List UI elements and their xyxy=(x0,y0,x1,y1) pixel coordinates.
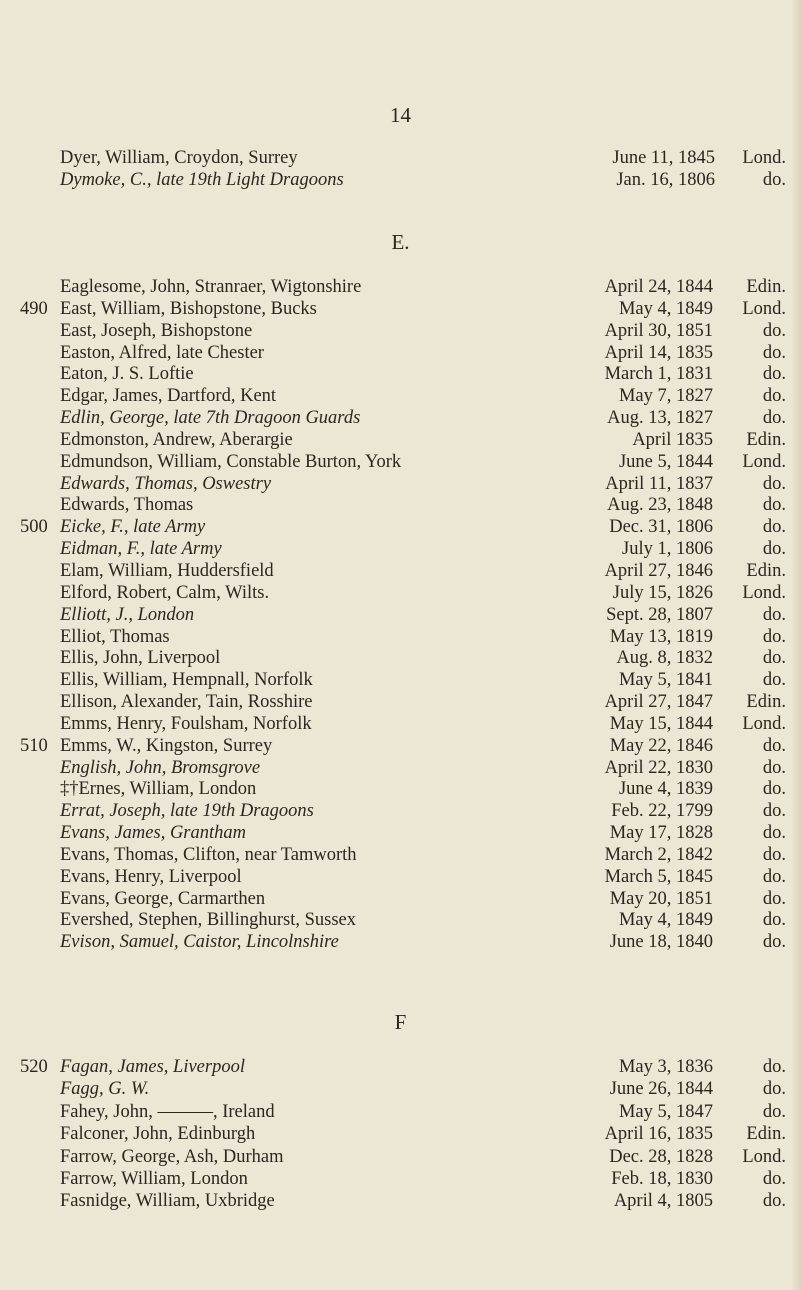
entry-place: Edin. xyxy=(746,1124,786,1145)
entry-place: do. xyxy=(762,801,786,822)
entry-place: do. xyxy=(762,320,786,341)
entry-name: Fahey, John, ———, Ireland xyxy=(60,1101,275,1122)
entry-name: Edgar, James, Dartford, Kent xyxy=(60,386,277,407)
entry-date: April 1835 xyxy=(632,429,713,450)
entry-date: Jan. 16, 1806 xyxy=(616,169,715,190)
entry-place: Edin. xyxy=(746,429,786,450)
entry-row xyxy=(0,452,801,474)
entry-name: Dyer, William, Croydon, Surrey xyxy=(60,148,298,168)
entry-row xyxy=(0,801,801,823)
entry-row xyxy=(0,627,801,649)
entry-date: Aug. 13, 1827 xyxy=(607,408,713,429)
entry-place: do. xyxy=(762,1079,786,1100)
entry-date: March 1, 1831 xyxy=(604,364,713,385)
entry-row xyxy=(0,495,801,517)
entry-row xyxy=(0,670,801,692)
entry-row xyxy=(0,299,801,321)
entry-place: do. xyxy=(762,342,786,363)
entry-date: Feb. 22, 1799 xyxy=(611,801,713,822)
entry-place: do. xyxy=(762,844,786,865)
entry-name: East, William, Bishopstone, Bucks xyxy=(60,298,317,319)
entry-name: ‡†Ernes, William, London xyxy=(60,779,257,800)
entry-row xyxy=(0,758,801,780)
entry-row xyxy=(0,845,801,867)
entry-place: do. xyxy=(762,866,786,887)
section-heading-e: E. xyxy=(391,230,410,254)
entry-name: Emms, W., Kingston, Surrey xyxy=(60,735,273,756)
entry-name: Edwards, Thomas xyxy=(60,495,194,516)
entry-date: April 22, 1830 xyxy=(604,757,713,778)
entry-place: do. xyxy=(762,823,786,844)
entry-name: Ellison, Alexander, Tain, Rosshire xyxy=(60,692,313,713)
entry-place: do. xyxy=(762,670,786,691)
entry-name: Edwards, Thomas, Oswestry xyxy=(60,473,272,494)
entry-name: Fagg, G. W. xyxy=(60,1079,150,1100)
entry-place: Edin. xyxy=(746,277,786,297)
entry-place: do. xyxy=(762,932,786,953)
entry-name: Eicke, F., late Army xyxy=(60,517,206,538)
entry-date: April 16, 1835 xyxy=(604,1124,713,1145)
entry-date: April 27, 1846 xyxy=(604,560,713,581)
entry-date: April 24, 1844 xyxy=(604,277,713,297)
entry-date: Aug. 23, 1848 xyxy=(607,495,713,516)
entry-place: do. xyxy=(762,1101,786,1122)
entry-place: Lond. xyxy=(742,713,786,734)
top-entries xyxy=(0,148,801,192)
entry-place: do. xyxy=(762,735,786,756)
entry-row xyxy=(0,605,801,627)
entry-date: July 15, 1826 xyxy=(612,582,713,603)
entry-date: May 4, 1849 xyxy=(618,298,713,319)
entry-date: April 30, 1851 xyxy=(604,320,713,341)
entry-row xyxy=(0,1101,801,1123)
entry-name: Evison, Samuel, Caistor, Lincolnshire xyxy=(60,932,339,953)
entry-name: Easton, Alfred, late Chester xyxy=(60,342,264,363)
entry-date: May 5, 1847 xyxy=(618,1101,713,1122)
entry-place: do. xyxy=(762,169,786,190)
entry-name: Edmonston, Andrew, Aberargie xyxy=(60,429,293,450)
entry-date: May 15, 1844 xyxy=(609,713,713,734)
entry-row xyxy=(0,1168,801,1190)
entry-row xyxy=(0,321,801,343)
page-edge xyxy=(791,0,801,1290)
entry-name: Evans, George, Carmarthen xyxy=(60,888,266,909)
entry-row xyxy=(0,867,801,889)
entry-name: Evans, Henry, Liverpool xyxy=(60,866,242,887)
entry-place: do. xyxy=(762,1168,786,1189)
entry-place: do. xyxy=(762,757,786,778)
entry-row xyxy=(0,779,801,801)
entry-name: Eidman, F., late Army xyxy=(60,539,222,560)
entry-place: do. xyxy=(762,779,786,800)
entry-date: May 3, 1836 xyxy=(618,1057,713,1077)
entry-place: Lond. xyxy=(742,451,786,472)
entry-name: Evans, Thomas, Clifton, near Tamworth xyxy=(60,844,357,865)
entry-row xyxy=(0,1056,801,1078)
entry-place: do. xyxy=(762,539,786,560)
entry-name: Edmundson, William, Constable Burton, York xyxy=(60,451,402,472)
entry-row xyxy=(0,932,801,954)
entry-date: Sept. 28, 1807 xyxy=(606,604,713,625)
entry-row xyxy=(0,561,801,583)
entry-date: May 4, 1849 xyxy=(618,910,713,931)
entry-name: Evans, James, Grantham xyxy=(60,823,247,844)
entry-row xyxy=(0,889,801,911)
entry-number: 510 xyxy=(20,735,48,756)
entry-row xyxy=(0,823,801,845)
entry-number: 520 xyxy=(20,1057,48,1077)
section-heading-f: F xyxy=(394,1010,407,1034)
entry-name: Farrow, William, London xyxy=(60,1168,248,1189)
entry-name: Evershed, Stephen, Billinghurst, Sussex xyxy=(60,910,356,931)
entry-row xyxy=(0,277,801,299)
entry-place: do. xyxy=(762,517,786,538)
entry-place: do. xyxy=(762,1057,786,1077)
entry-place: do. xyxy=(762,888,786,909)
entry-place: do. xyxy=(762,408,786,429)
entry-place: Lond. xyxy=(742,582,786,603)
entry-name: Falconer, John, Edinburgh xyxy=(60,1124,256,1145)
entry-row xyxy=(0,736,801,758)
entry-date: May 5, 1841 xyxy=(618,670,713,691)
entry-name: Dymoke, C., late 19th Light Dragoons xyxy=(60,169,344,190)
entry-name: Ellis, John, Liverpool xyxy=(60,648,221,669)
entry-place: Lond. xyxy=(742,1146,786,1167)
entry-name: Elford, Robert, Calm, Wilts. xyxy=(60,582,270,603)
entry-place: do. xyxy=(762,473,786,494)
entry-row xyxy=(0,474,801,496)
entry-row xyxy=(0,910,801,932)
entry-date: April 11, 1837 xyxy=(605,473,713,494)
entry-row xyxy=(0,386,801,408)
entry-date: June 26, 1844 xyxy=(609,1079,713,1100)
entry-date: April 14, 1835 xyxy=(604,342,713,363)
entry-date: June 4, 1839 xyxy=(618,779,713,800)
entry-date: May 22, 1846 xyxy=(609,735,713,756)
entry-place: do. xyxy=(762,495,786,516)
entry-row xyxy=(0,1190,801,1212)
entry-row xyxy=(0,1123,801,1145)
entry-date: May 17, 1828 xyxy=(609,823,713,844)
entry-place: Edin. xyxy=(746,692,786,713)
entry-date: May 13, 1819 xyxy=(609,626,713,647)
entry-number: 500 xyxy=(20,517,48,538)
entry-place: do. xyxy=(762,1191,786,1212)
entry-date: June 18, 1840 xyxy=(609,932,713,953)
entry-name: Errat, Joseph, late 19th Dragoons xyxy=(60,801,314,822)
entry-name: Ellis, William, Hempnall, Norfolk xyxy=(60,670,313,691)
entry-place: do. xyxy=(762,910,786,931)
entry-number: 490 xyxy=(20,298,48,319)
entry-row xyxy=(0,364,801,386)
entry-place: do. xyxy=(762,604,786,625)
entry-place: Lond. xyxy=(742,148,786,168)
entry-place: Edin. xyxy=(746,560,786,581)
entry-row xyxy=(0,408,801,430)
entry-row xyxy=(0,714,801,736)
entry-row xyxy=(0,517,801,539)
entry-name: Fasnidge, William, Uxbridge xyxy=(60,1191,275,1212)
entry-place: do. xyxy=(762,386,786,407)
entry-name: Emms, Henry, Foulsham, Norfolk xyxy=(60,713,312,734)
entry-name: Elam, William, Huddersfield xyxy=(60,560,274,581)
entry-row xyxy=(0,1146,801,1168)
entry-name: Farrow, George, Ash, Durham xyxy=(60,1146,284,1167)
entry-date: June 11, 1845 xyxy=(612,148,715,168)
entry-date: March 5, 1845 xyxy=(604,866,713,887)
section-e-entries xyxy=(0,277,801,954)
entry-date: Dec. 31, 1806 xyxy=(609,517,713,538)
entry-date: July 1, 1806 xyxy=(622,539,713,560)
entry-date: June 5, 1844 xyxy=(618,451,713,472)
entry-row xyxy=(0,648,801,670)
entry-row xyxy=(0,170,801,192)
entry-place: do. xyxy=(762,648,786,669)
entry-date: April 4, 1805 xyxy=(613,1191,713,1212)
entry-date: April 27, 1847 xyxy=(604,692,713,713)
entry-name: Edlin, George, late 7th Dragoon Guards xyxy=(60,408,361,429)
entry-name: Eaton, J. S. Loftie xyxy=(60,364,194,385)
entry-name: Eaglesome, John, Stranraer, Wigtonshire xyxy=(60,277,362,297)
entry-row xyxy=(0,1078,801,1100)
page-number: 14 xyxy=(390,103,411,127)
entry-row xyxy=(0,430,801,452)
entry-name: English, John, Bromsgrove xyxy=(60,757,261,778)
entry-name: Elliott, J., London xyxy=(60,604,195,625)
entry-name: Fagan, James, Liverpool xyxy=(60,1057,245,1077)
entry-row xyxy=(0,583,801,605)
entry-place: Lond. xyxy=(742,298,786,319)
entry-row xyxy=(0,148,801,170)
entry-date: Aug. 8, 1832 xyxy=(616,648,713,669)
entry-row xyxy=(0,343,801,365)
entry-name: East, Joseph, Bishopstone xyxy=(60,320,253,341)
entry-date: Feb. 18, 1830 xyxy=(611,1168,713,1189)
section-f-entries xyxy=(0,1056,801,1213)
entry-row xyxy=(0,539,801,561)
entry-date: Dec. 28, 1828 xyxy=(609,1146,713,1167)
entry-row xyxy=(0,692,801,714)
entry-date: May 20, 1851 xyxy=(609,888,713,909)
entry-place: do. xyxy=(762,364,786,385)
entry-date: May 7, 1827 xyxy=(618,386,713,407)
entry-name: Elliot, Thomas xyxy=(60,626,170,647)
entry-date: March 2, 1842 xyxy=(604,844,713,865)
entry-place: do. xyxy=(762,626,786,647)
